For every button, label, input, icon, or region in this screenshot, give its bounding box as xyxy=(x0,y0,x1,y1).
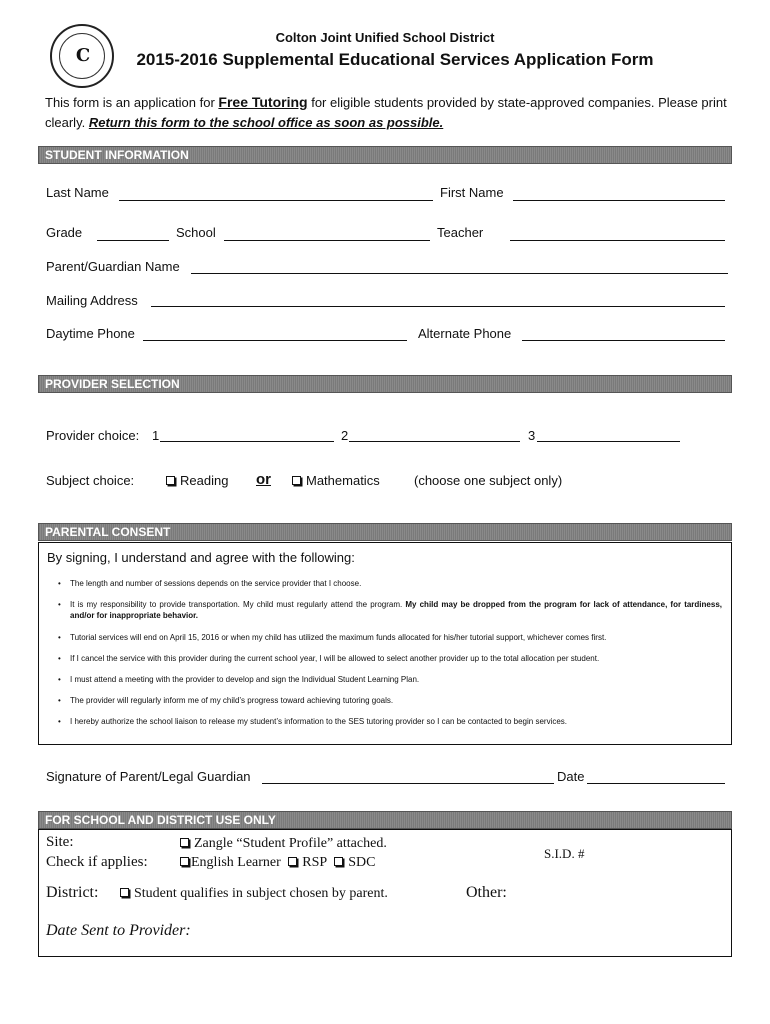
bullet-mark: • xyxy=(58,633,61,642)
school-use-heading: FOR SCHOOL AND DISTRICT USE ONLY xyxy=(38,811,732,829)
or-text: or xyxy=(256,471,271,488)
qualifies-label: Student qualifies in subject chosen by parent. xyxy=(134,886,388,901)
bullet-mark: • xyxy=(58,717,61,726)
reading-option[interactable] xyxy=(166,473,228,488)
english-learner-option[interactable] xyxy=(180,855,281,870)
provider-choice-2-field[interactable] xyxy=(349,441,520,442)
consent-bullet-text: The length and number of sessions depends on the service provider that I choose. xyxy=(70,579,362,588)
qualifies-option[interactable] xyxy=(120,886,388,902)
parent-guardian-label: Parent/Guardian Name xyxy=(46,259,180,274)
consent-bullet-2 xyxy=(58,599,726,623)
check-if-applies-label: Check if applies: xyxy=(46,854,148,870)
intro-paragraph xyxy=(45,92,757,133)
date-label: Date xyxy=(557,769,585,784)
district-name: Colton Joint Unified School District xyxy=(275,30,495,45)
provider-choice-2-number: 2 xyxy=(341,428,349,443)
provider-choice-3-number: 3 xyxy=(528,428,536,443)
district-label: District: xyxy=(46,884,99,901)
bullet-mark: • xyxy=(58,579,61,588)
provider-selection-heading: PROVIDER SELECTION xyxy=(38,375,732,393)
sdc-option[interactable] xyxy=(334,855,375,870)
bullet-mark: • xyxy=(58,600,61,609)
consent-bullet-6 xyxy=(58,695,726,707)
consent-bullet-4 xyxy=(58,653,726,665)
mathematics-label: Mathematics xyxy=(306,473,380,488)
provider-choice-3-field[interactable] xyxy=(537,441,680,442)
provider-choice-label: Provider choice: xyxy=(46,428,140,443)
rsp-option[interactable] xyxy=(288,855,326,870)
student-info-heading: STUDENT INFORMATION xyxy=(38,146,732,164)
daytime-phone-label: Daytime Phone xyxy=(46,326,135,341)
teacher-field[interactable] xyxy=(510,240,725,241)
site-label: Site: xyxy=(46,834,74,850)
return-instruction: Return this form to the school office as soon as possible. xyxy=(88,115,444,130)
english-learner-checkbox[interactable] xyxy=(180,857,189,866)
qualifies-checkbox[interactable] xyxy=(120,888,129,897)
form-title: 2015-2016 Supplemental Educational Services Application Form xyxy=(136,50,654,69)
subject-choice-label: Subject choice: xyxy=(46,473,135,488)
subject-note: (choose one subject only) xyxy=(414,473,563,488)
consent-bullet-text: If I cancel the service with this provider during the current school year, I will be allowed to select another provider up to the total allocation per student. xyxy=(70,654,600,663)
transportation-text: It is my responsibility to provide transportation. My child must regularly attend the program. xyxy=(70,600,406,609)
signature-field[interactable] xyxy=(262,783,554,784)
mailing-address-label: Mailing Address xyxy=(46,293,138,308)
school-field[interactable] xyxy=(224,240,430,241)
seal-emblem-icon: C xyxy=(75,45,91,66)
consent-bullet-3 xyxy=(58,632,726,644)
rsp-label: RSP xyxy=(302,855,327,870)
consent-bullet-1 xyxy=(58,578,726,590)
consent-intro: By signing, I understand and agree with the following: xyxy=(47,550,355,565)
mathematics-option[interactable] xyxy=(292,473,380,488)
sdc-label: SDC xyxy=(348,855,376,870)
provider-choice-1-field[interactable] xyxy=(160,441,334,442)
consent-bullet-text xyxy=(70,599,722,621)
grade-label: Grade xyxy=(46,225,83,240)
intro-text-2: for eligible students provided by state-approved companies. Please print clearly. xyxy=(45,95,727,130)
intro-text-1: This form is an application for xyxy=(45,95,219,110)
free-tutoring-text: Free Tutoring xyxy=(218,94,308,110)
parent-guardian-field[interactable] xyxy=(191,273,728,274)
mailing-address-field[interactable] xyxy=(151,306,725,307)
last-name-field[interactable] xyxy=(119,200,433,201)
sdc-checkbox[interactable] xyxy=(334,857,343,866)
bullet-mark: • xyxy=(58,654,61,663)
grade-field[interactable] xyxy=(97,240,169,241)
other-label: Other: xyxy=(466,884,507,901)
reading-checkbox[interactable] xyxy=(166,476,175,485)
alternate-phone-label: Alternate Phone xyxy=(418,326,512,341)
dropped-warning-text: My child may be dropped from the program for lack of attendance, for tardiness, and/or for inappropriate behavior. xyxy=(70,600,722,620)
teacher-label: Teacher xyxy=(437,225,484,240)
zangle-option[interactable] xyxy=(180,836,387,852)
date-field[interactable] xyxy=(587,783,725,784)
check-options-row xyxy=(180,855,375,871)
first-name-label: First Name xyxy=(440,185,504,200)
provider-choice-1-number: 1 xyxy=(152,428,160,443)
zangle-checkbox[interactable] xyxy=(180,838,189,847)
rsp-checkbox[interactable] xyxy=(288,857,297,866)
first-name-field[interactable] xyxy=(513,200,725,201)
consent-bullet-text: I hereby authorize the school liaison to release my student’s information to the SES tutoring provider so I can be contacted to begin services. xyxy=(70,717,568,726)
mathematics-checkbox[interactable] xyxy=(292,476,301,485)
date-sent-label: Date Sent to Provider: xyxy=(46,922,191,939)
bullet-mark: • xyxy=(58,675,61,684)
sid-label: S.I.D. # xyxy=(544,846,585,861)
signature-label: Signature of Parent/Legal Guardian xyxy=(46,769,251,784)
consent-bullet-text: I must attend a meeting with the provider to develop and sign the Individual Student Learning Plan. xyxy=(70,675,420,684)
consent-bullet-5 xyxy=(58,674,726,686)
last-name-label: Last Name xyxy=(46,185,109,200)
english-learner-label: English Learner xyxy=(191,855,281,870)
consent-bullet-7 xyxy=(58,716,726,728)
alternate-phone-field[interactable] xyxy=(522,340,725,341)
bullet-mark: • xyxy=(58,696,61,705)
parental-consent-heading: PARENTAL CONSENT xyxy=(38,523,732,541)
school-label: School xyxy=(176,225,216,240)
consent-bullet-text: The provider will regularly inform me of my child’s progress toward achieving tutoring goals. xyxy=(70,696,394,705)
zangle-label: Zangle “Student Profile” attached. xyxy=(194,836,387,851)
consent-bullet-text: Tutorial services will end on April 15, 2016 or when my child has utilized the maximum funds allocated for his/her tutorial support, whichever comes first. xyxy=(70,633,607,642)
reading-label: Reading xyxy=(180,473,229,488)
daytime-phone-field[interactable] xyxy=(143,340,407,341)
